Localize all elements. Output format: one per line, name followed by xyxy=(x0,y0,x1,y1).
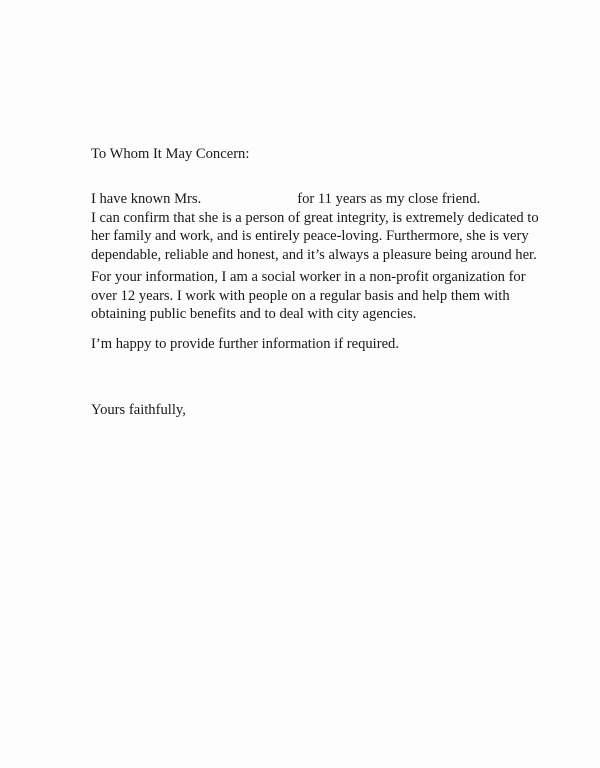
known-text: I have known Mrs. xyxy=(91,191,202,207)
paragraph-line: dependable, reliable and honest, and it’s always a pleasure being around her. xyxy=(91,246,537,263)
paragraph-line xyxy=(91,190,531,209)
paragraph-line: over 12 years. I work with people on a regular basis and help them with xyxy=(91,287,510,304)
paragraph-line: obtaining public benefits and to deal with city agencies. xyxy=(91,306,417,322)
paragraph-line: For your information, I am a social worker in a non-profit organization for xyxy=(91,269,526,285)
paragraph-line: her family and work, and is entirely peace-loving. Furthermore, she is very xyxy=(91,228,529,244)
salutation: To Whom It May Concern: xyxy=(91,146,250,162)
paragraph-line: I can confirm that she is a person of great integrity, is extremely dedicated to xyxy=(91,209,539,226)
years-text: for 11 years as my close friend. xyxy=(297,191,481,207)
paragraph-offer xyxy=(91,335,531,354)
paragraph-line: I’m happy to provide further information if required. xyxy=(91,336,399,352)
closing: Yours faithfully, xyxy=(91,402,186,418)
paragraph-credentials xyxy=(91,268,531,324)
paragraph-acquaintance xyxy=(91,190,539,264)
